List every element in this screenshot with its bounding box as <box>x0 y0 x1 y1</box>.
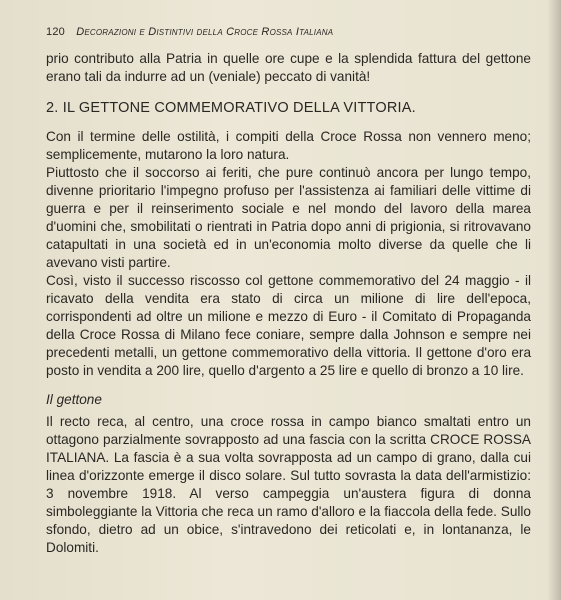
section-title: 2. IL GETTONE COMMEMORATIVO DELLA VITTORIA. <box>46 100 416 116</box>
subsection-paragraph: Il recto reca, al centro, una croce rossa in campo bianco smaltati entro un ottagono parzialmente sovrapposto ad una fascia con la scritta CROCE ROSSA ITALIANA. La fascia è a sua volta sovrapposta ad un campo di grano, dalla cui linea d'orizzonte emerge il disco solare. Sul tutto sovrasta la data dell'armistizio: 3 novembre 1918. Al verso campeggia un'austera figura di donna simboleggiante la Vittoria che reca un ramo d'alloro e la fiaccola della fede. Sullo sfondo, dietro ad un obice, s'intravedono dei reticolati e, in lontananza, le Dolomiti. <box>46 414 531 555</box>
body-paragraph-1: Con il termine delle ostilità, i compiti della Croce Rossa non vennero meno; semplicemente, mutarono la loro natura. <box>46 129 531 162</box>
running-title: Decorazioni e Distintivi della Croce Rossa Italiana <box>76 26 334 38</box>
running-header <box>46 26 531 38</box>
page-number: 120 <box>46 26 65 38</box>
body-paragraph-2: Piuttosto che il soccorso ai feriti, che pure continuò ancora per lungo tempo, divenne prioritario l'impegno profuso per l'assistenza ai familiari delle vittime di guerra e per il reinserimento sociale e nel mondo del lavoro della marea d'uomini che, smobilitati o rientrati in Patria dopo anni di prigionia, si ritrovavano catapultati in una società ed in un'economia molto diverse da quelle che li avevano visti partire. <box>46 165 531 270</box>
lead-paragraph: prio contributo alla Patria in quelle ore cupe e la splendida fattura del gettone erano tali da indurre ad un (veniale) peccato di vanità! <box>46 51 531 84</box>
body-paragraph-3: Così, visto il successo riscosso col gettone commemorativo del 24 maggio - il ricavato della vendita era stato di circa un milione di lire dell'epoca, corrispondenti ad oltre un milione e mezzo di Euro - il Comitato di Propaganda della Croce Rossa di Milano fece coniare, sempre dalla Johnson e sempre nei precedenti metalli, un gettone commemorativo della vittoria. Il gettone d'oro era posto in vendita a 200 lire, quello d'argento a 25 lire e quello di bronzo a 10 lire. <box>46 273 531 378</box>
page-edge-shadow <box>547 0 561 600</box>
subsection-title: Il gettone <box>46 392 102 407</box>
